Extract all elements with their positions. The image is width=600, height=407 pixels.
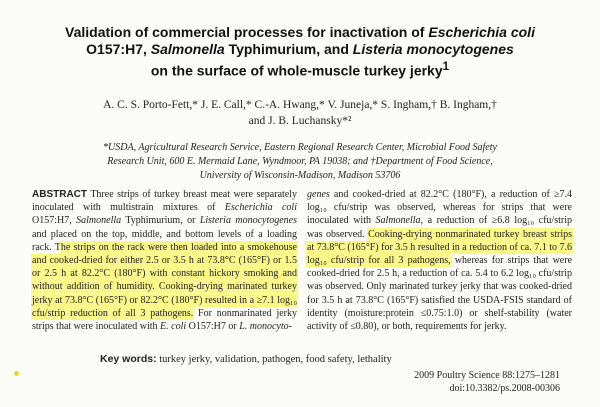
- affiliations: [50, 141, 550, 183]
- affiliation-line: Research Unit, 600 E. Mermaid Lane, Wyndmoor, PA 19038; and †Department of Food Science,: [107, 156, 493, 167]
- abstract-label: ABSTRACT: [32, 189, 87, 200]
- abstract-text: Three strips of turkey breast meat were separately inoculated with multistrain mixtures of: [32, 189, 297, 214]
- highlighter-dot: [14, 371, 19, 376]
- organism-name: L. monocyto-: [239, 321, 292, 333]
- abstract-text: O157:H7 or: [186, 321, 240, 333]
- abstract-left-column: [32, 188, 297, 333]
- keywords-label: Key words:: [100, 353, 157, 365]
- organism-name: E. coli: [160, 321, 187, 333]
- title-text: on the surface of whole-muscle turkey jerky: [150, 62, 443, 79]
- affiliation-line: University of Wisconsin-Madison, Madison 53706: [199, 170, 401, 181]
- organism-name: Salmonella: [375, 215, 421, 227]
- author-list: [30, 97, 570, 129]
- abstract-text: , a reduction of ≥6.8 log₁₀ cfu/strip was observed.: [307, 215, 572, 240]
- title-organism: Salmonella: [150, 41, 225, 57]
- title-footnote-marker: 1: [442, 60, 450, 73]
- keywords-text: turkey jerky, validation, pathogen, food safety, lethality: [156, 354, 392, 365]
- organism-name: Listeria monocytogenes: [199, 215, 297, 227]
- abstract-text: whereas for strips that were cooked-dried for 2.5 h, a reduction of ca. 5.4 to 6.2 log₁₀ cfu/strip was observed. Only marinated turkey jerky that was cooked-dried for 3.5 h at 73.8°C (165°F) satisfied the USDA-FSIS standard of identity (moisture:protein ≤0.75:1.0) or shelf-stability (water activity of ≤0.80), or both, requirements for jerky.: [307, 255, 573, 333]
- title-text: Validation of commercial processes for inactivation of: [65, 24, 429, 40]
- abstract-text: O157:H7,: [32, 215, 77, 227]
- abstract-right-column: [307, 188, 572, 333]
- abstract-text: and placed on the top, middle, and bottom levels of a loading rack. T: [32, 228, 297, 253]
- citation: [414, 369, 560, 395]
- citation-doi: doi:10.3382/ps.2008-00306: [449, 383, 560, 394]
- abstract-text: For nonmarinated jerky strips that were inoculated with: [32, 307, 297, 333]
- article-title: [40, 24, 560, 80]
- organism-name: genes: [307, 189, 330, 200]
- title-text: O157:H7,: [86, 41, 151, 57]
- keywords: [100, 353, 520, 365]
- citation-journal: 2009 Poultry Science 88:1275–1281: [414, 370, 560, 381]
- abstract-text: Typhimurium, or: [121, 215, 200, 227]
- abstract-text: and cooked-dried at 82.2°C (180°F), a reduction of ≥7.4 log₁₀ cfu/strip was observed, whereas for strips that were inoculated with: [307, 189, 572, 227]
- affiliation-line: *USDA, Agricultural Research Service, Eastern Regional Research Center, Microbial Food Safety: [103, 142, 497, 153]
- authors-line: and J. B. Luchansky*²: [248, 115, 352, 127]
- highlighted-passage: he strips on the rack were then loaded into a smokehouse and cooked-dried for either 2.5 or 3.5 h at 73.8°C (165°F) or 1.5 or 2.5 h at 82.2°C (180°F) with constant hickory smoking and without addition of humidity. Cooking-drying marinated turkey jerky at 73.8°C (165°F) or 82.2°C (180°F) resulted in a ≥7.1 log₁₀ cfu/strip reduction of all 3 pathogens.: [32, 241, 297, 319]
- organism-name: Salmonella: [76, 215, 122, 227]
- title-organism: Listeria monocytogenes: [352, 41, 514, 57]
- title-text: Typhimurium, and: [224, 41, 353, 57]
- title-organism: Escherichia coli: [428, 24, 535, 40]
- organism-name: Escherichia coli: [224, 202, 297, 214]
- authors-line: A. C. S. Porto-Fett,* J. E. Call,* C.-A. Hwang,* V. Juneja,* S. Ingham,† B. Ingham,†: [103, 99, 497, 111]
- highlighted-passage: Cooking-drying nonmarinated turkey breast strips at 73.8°C (165°F) for 3.5 h resulted in a reduction of ca. 7.1 to 7.6 log₁₀ cfu/strip for all 3 pathogens,: [307, 228, 572, 267]
